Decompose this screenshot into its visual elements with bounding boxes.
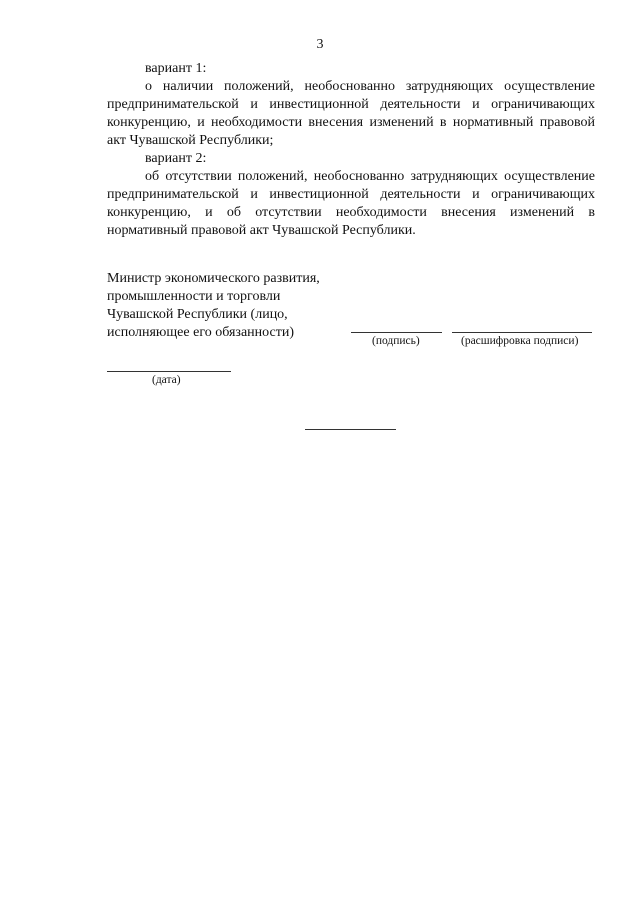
end-divider (305, 429, 396, 430)
decryption-caption: (расшифровка подписи) (461, 335, 579, 347)
variant-1-text: о наличии положений, необоснованно затрудняющих осуществление предпринимательской и инвестиционной деятельности и ограничивающих конкуренцию, и необходимости внесения изменений в нормативный правовой акт Чувашской Республики; (107, 79, 595, 148)
variant-2-text: об отсутствии положений, необоснованно затрудняющих осуществление предпринимательской и инвестиционной деятельности и ограничивающих конкуренцию, и об отсутствии необходимости внесения изменений в нормативный правовой акт Чувашской Республики. (107, 169, 595, 238)
date-line (107, 371, 231, 372)
decryption-line (452, 332, 592, 333)
signer-line-4: исполняющее его обязанности) (107, 325, 294, 340)
signature-caption: (подпись) (372, 335, 420, 347)
variant-1-label: вариант 1: (145, 61, 207, 76)
signature-line (351, 332, 442, 333)
body-text (107, 60, 595, 240)
signer-title (107, 270, 320, 342)
signer-line-3: Чувашской Республики (лицо, (107, 307, 288, 322)
signer-line-1: Министр экономического развития, (107, 271, 320, 286)
page-number: 3 (316, 37, 324, 52)
signer-line-2: промышленности и торговли (107, 289, 281, 304)
date-caption: (дата) (152, 374, 181, 386)
variant-2-label: вариант 2: (145, 151, 207, 166)
